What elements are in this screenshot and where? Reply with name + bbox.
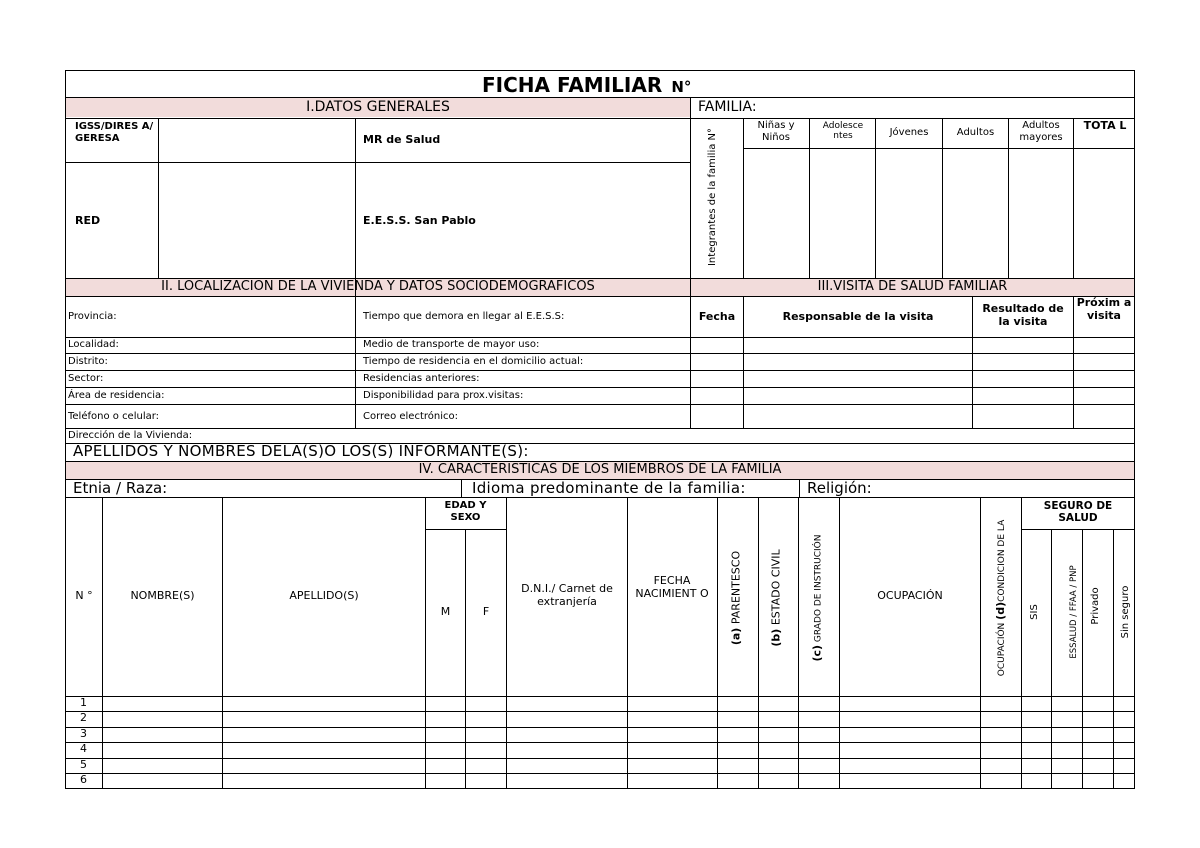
- col-adultos: Adultos: [956, 127, 995, 138]
- row-number: 5: [80, 758, 87, 771]
- section2-title: II. LOCALIZACION DE LA VIVIENDA Y DATOS SOCIODEMOGRAFICOS: [161, 279, 595, 294]
- field-correo: Correo electrónico:: [363, 411, 458, 422]
- familia-title: FAMILIA:: [698, 99, 757, 115]
- member-apellidos-field[interactable]: [224, 775, 424, 788]
- field-transporte: Medio de transporte de mayor uso:: [363, 339, 540, 350]
- red-label: RED: [75, 214, 101, 227]
- row-number: 1: [80, 696, 87, 709]
- col-fecha: Fecha: [698, 310, 736, 323]
- member-apellidos-field[interactable]: [224, 744, 424, 757]
- field-localidad: Localidad:: [68, 339, 119, 350]
- col-numero: N °: [75, 589, 93, 602]
- field-disponibilidad: Disponibilidad para prox.visitas:: [363, 390, 524, 401]
- col-parentesco: (a) PARENTESCO: [729, 550, 743, 646]
- col-f: F: [482, 605, 490, 618]
- field-area-residencia: Área de residencia:: [68, 390, 165, 401]
- igss-field[interactable]: [160, 120, 353, 160]
- row-number: 3: [80, 727, 87, 740]
- religion-label: Religión:: [807, 479, 872, 497]
- col-resultado: Resultado de la visita: [982, 302, 1064, 328]
- mr-label: MR de Salud: [363, 133, 441, 146]
- idioma-label: Idioma predominante de la familia:: [472, 479, 746, 497]
- col-jovenes: Jóvenes: [889, 127, 929, 138]
- field-tiempo-eess: Tiempo que demora en llegar al E.E.S.S:: [363, 311, 565, 322]
- field-distrito: Distrito:: [68, 356, 108, 367]
- etnia-label: Etnia / Raza:: [73, 479, 168, 497]
- col-responsable: Responsable de la visita: [782, 310, 934, 323]
- mr-field[interactable]: [450, 120, 688, 160]
- col-dni: D.N.I./ Carnet de extranjería: [521, 582, 613, 608]
- member-nombres-field[interactable]: [104, 729, 221, 741]
- row-number: 2: [80, 711, 87, 724]
- col-adultos-mayores: Adultos mayores: [1019, 120, 1063, 143]
- form-title: FICHA FAMILIAR: [482, 73, 663, 97]
- col-apellidos: APELLIDO(S): [289, 589, 359, 602]
- member-nombres-field[interactable]: [104, 698, 221, 710]
- col-seguro-salud: SEGURO DE SALUD: [1043, 500, 1113, 525]
- member-apellidos-field[interactable]: [224, 713, 424, 726]
- col-sis: SIS: [1029, 604, 1040, 620]
- red-field[interactable]: [160, 164, 353, 276]
- col-nombres: NOMBRE(S): [130, 589, 195, 602]
- member-nombres-field[interactable]: [104, 713, 221, 726]
- field-residencias-anteriores: Residencias anteriores:: [363, 373, 480, 384]
- igss-label: IGSS/DIRES A/ GERESA: [75, 121, 154, 144]
- col-m: M: [440, 605, 451, 618]
- member-apellidos-field[interactable]: [224, 729, 424, 741]
- form-title-row: [482, 74, 691, 97]
- member-nombres-field[interactable]: [104, 775, 221, 788]
- form-number-label: N°: [671, 78, 692, 96]
- section1-title: I.DATOS GENERALES: [306, 99, 450, 115]
- col-fecha-nacimiento: FECHA NACIMIENT O: [635, 574, 709, 600]
- field-direccion: Dirección de la Vivienda:: [68, 430, 193, 441]
- field-telefono: Teléfono o celular:: [68, 411, 160, 422]
- row-number: 4: [80, 742, 87, 755]
- col-estado-civil: (b) ESTADO CIVIL: [769, 549, 783, 647]
- field-tiempo-residencia: Tiempo de residencia en el domicilio actual:: [363, 356, 584, 367]
- col-privado: Privado: [1090, 587, 1101, 625]
- member-apellidos-field[interactable]: [224, 698, 424, 710]
- col-sin-seguro: Sin seguro: [1120, 585, 1131, 639]
- col-ninos: Niñas y Niños: [757, 120, 795, 143]
- integrantes-label: Integrantes de la familia N°: [707, 127, 718, 267]
- member-nombres-field[interactable]: [104, 744, 221, 757]
- section4-title: IV. CARACTERISTICAS DE LOS MIEMBROS DE LA FAMILIA: [418, 462, 782, 477]
- col-grado-instruccion: (c) GRADO DE INSTRUCIÓN: [810, 534, 824, 662]
- eess-label: E.E.S.S. San Pablo: [363, 214, 476, 227]
- member-nombres-field[interactable]: [104, 760, 221, 772]
- col-ocupacion: OCUPACIÓN: [877, 589, 943, 602]
- col-essalud: ESSALUD / FFAA / PNP: [1069, 565, 1079, 659]
- col-edad-sexo: EDAD Y SEXO: [444, 500, 487, 523]
- col-condicion-ocupacion: OCUPACIÓN (d)CONDICION DE LA: [994, 519, 1007, 677]
- col-proxima: Próxim a visita: [1076, 296, 1132, 322]
- field-provincia: Provincia:: [68, 311, 117, 322]
- section3-title: III.VISITA DE SALUD FAMILIAR: [817, 279, 1008, 294]
- field-sector: Sector:: [68, 373, 104, 384]
- col-adolescentes: Adolesce ntes: [822, 121, 864, 142]
- col-total: TOTA L: [1083, 119, 1127, 132]
- member-apellidos-field[interactable]: [224, 760, 424, 772]
- row-number: 6: [80, 773, 87, 786]
- informantes-label: APELLIDOS Y NOMBRES DELA(S)O LOS(S) INFORMANTE(S):: [73, 442, 529, 460]
